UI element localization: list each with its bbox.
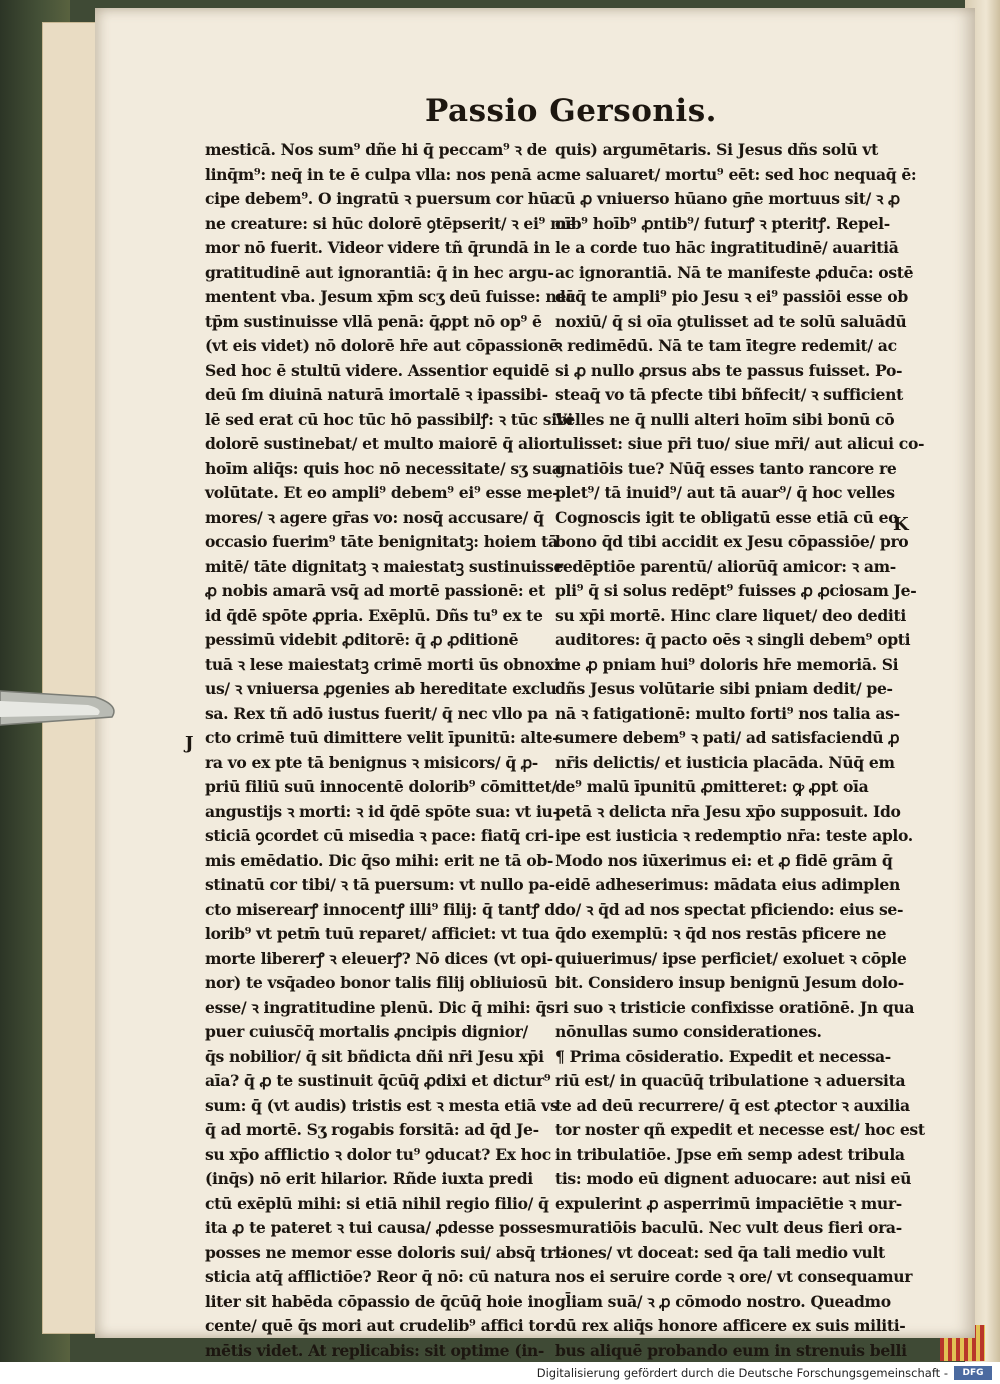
text-line: tor noster qñ expedit et necesse est/ hoc est — [555, 1120, 925, 1139]
text-line: nōnullas sumo considerationes. — [555, 1022, 822, 1041]
text-column-right — [555, 138, 925, 1360]
text-line: quiuerimus/ ipse perficiet/ exoluet ꝛ cōple — [555, 948, 907, 968]
text-line: ctū exēplū mihi: si etiā nihil regio filio/ q̄ — [205, 1193, 549, 1213]
text-line: ꝛ redimēdū. Nā te tam ītegre redemit/ ac — [555, 336, 897, 355]
text-line: muratiōis baculū. Nec vult deus fieri ora- — [555, 1218, 902, 1237]
text-line: deū ſm diuinā naturā imortalē ꝛ ipassibi- — [205, 385, 548, 404]
text-line: Modo nos iūxerimus ei: et ꝓ fidē grām q̄ — [555, 850, 893, 870]
text-line: mor nō fuerit. Videor videre tñ q̄rundā in — [205, 238, 550, 257]
text-line: cipe debem⁹. O ingratū ꝛ puersum cor hūa — [205, 189, 560, 208]
text-line: sticiā ꝯcordet cū misedia ꝛ pace: fiatq̄ cri- — [205, 826, 554, 845]
text-line: mesticā. Nos sum⁹ dñe hi q̄ peccam⁹ ꝛ de — [205, 140, 547, 159]
text-line: liter sit habēda cōpassio de q̄cūq̄ hoie ino — [205, 1291, 555, 1311]
dfg-logo-icon: DFG — [954, 1366, 992, 1380]
text-line: mitē/ tāte dignitatꝫ ꝛ maiestatꝫ sustinuisse — [205, 556, 564, 576]
text-line: posses ne memor esse doloris sui/ absq̄ tri- — [205, 1242, 567, 1262]
text-column-left — [205, 138, 576, 1360]
text-line: q̄do exemplū: ꝛ q̄d nos restās pficere ne — [555, 924, 887, 943]
text-line: me saluaret/ mortu⁹ eēt: sed hoc nequaq̄ ē: — [555, 164, 917, 184]
text-line: aīa? q̄ ꝓ te sustinuit q̄cūq̄ ꝓdixi et dictur⁹ — [205, 1071, 551, 1090]
text-line: in tribulatiōe. Jpse em̄ semp adest tribula — [555, 1144, 905, 1164]
text-line: quis) argumētaris. Si Jesus dñs solū vt — [555, 140, 878, 159]
text-line: dolorē sustinebat/ et multo maiorē q̄ alior — [205, 434, 557, 453]
text-line: tuā ꝛ lese maiestatꝫ crimē morti ūs obnoxi — [205, 654, 560, 674]
text-line: esse/ ꝛ ingratitudine plenū. Dic q̄ mihi: q̄s — [205, 997, 555, 1017]
text-line: ne creature: si hūc dolorē ꝯtēpserit/ ꝛ ei⁹ me — [205, 213, 576, 233]
text-line: id q̄dē spōte ꝓpria. Exēplū. Dñs tu⁹ ex te — [205, 605, 543, 625]
text-line: nā ꝛ fatigationē: multo forti⁹ nos talia as- — [555, 703, 900, 723]
text-line: q̄s nobilior/ q̄ sit bñdicta dñi nr̄i Jesu xp̄i — [205, 1046, 544, 1066]
text-line: auditores: q̄ pacto oēs ꝛ singli debem⁹ opti — [555, 630, 911, 649]
text-line: us/ ꝛ vniuersa ꝓgenies ab hereditate exclu — [205, 679, 557, 698]
text-line: nr̄is delictis/ et iusticia placāda. Nūq̄ em — [555, 752, 895, 772]
text-line: le a corde tuo hāc ingratitudinē/ auaritiā — [555, 238, 899, 257]
text-line: oīb⁹ hoīb⁹ ꝓntib⁹/ futurꝭ ꝛ pteritꝭ. Repel- — [555, 213, 890, 233]
text-line: de⁹ malū īpunitū ꝓmitteret: ꝙ ꝓpt oīa — [555, 777, 869, 796]
text-line: dū rex aliq̄s honore afficere ex suis militi- — [555, 1316, 906, 1335]
text-line: (vt eis videt) nō dolorē hr̄e aut cōpassionē — [205, 336, 559, 355]
running-title: Passio Gersonis. — [425, 93, 717, 129]
text-line: Sed hoc ē stultū videre. Assentior equidē — [205, 360, 550, 380]
text-line: bono q̄d tibi accidit ex Jesu cōpassiōe/ pro — [555, 532, 909, 551]
text-line: cto miserearꝭ innocentꝭ illi⁹ filij: q̄ tantꝭ do — [205, 899, 565, 919]
text-line: mores/ ꝛ agere gr̄as vo: nosq̄ accusare/ q̄ — [205, 507, 544, 527]
page-clip-icon — [0, 683, 120, 733]
text-line: lē sed erat cū hoc tūc hō passibilꝭ: ꝛ tūc sibi — [205, 409, 573, 429]
text-line: su xp̄o afflictio ꝛ dolor tu⁹ ꝯducat? Ex hoc — [205, 1144, 551, 1164]
text-line: cto crimē tuū dimittere velit īpunitū: alte- — [205, 728, 559, 747]
text-line: plet⁹/ tā inuid⁹/ aut tā auar⁹/ q̄ hoc velles — [555, 483, 895, 502]
text-line: lorib⁹ vt petm̄ tuū reparet/ afficiet: vt tua — [205, 924, 550, 943]
text-line: dāq̄ te ampli⁹ pio Jesu ꝛ ei⁹ passiōi esse ob — [555, 287, 908, 306]
text-line: gl̄iam suā/ ꝛ ꝓ cōmodo nostro. Queadmo — [555, 1291, 891, 1311]
text-line: cū ꝓ vniuerso hūano gn̄e mortuus sit/ ꝛ ꝓ — [555, 189, 900, 208]
text-line: hoīm aliq̄s: quis hoc nō necessitate/ sʒ sua — [205, 458, 562, 478]
text-line: volūtate. Et eo ampli⁹ debem⁹ ei⁹ esse me- — [205, 483, 559, 502]
footer-bar — [0, 1362, 1000, 1384]
text-line: te ad deū recurrere/ q̄ est ꝓtector ꝛ auxilia — [555, 1095, 910, 1115]
text-line: me ꝓ pniam hui⁹ doloris hr̄e memoriā. Si — [555, 654, 899, 674]
text-line: gratitudinē aut ignorantiā: q̄ in hec argu- — [205, 262, 554, 282]
text-line: steaq̄ vo tā pfecte tibi bñfecit/ ꝛ sufficient — [555, 385, 903, 404]
text-line: linq̄m⁹: neq̄ in te ē culpa vlla: nos penā ac — [205, 164, 556, 184]
text-line: sticia atq̄ afflictiōe? Reor q̄ nō: cū natura — [205, 1267, 551, 1286]
text-line: ¶ Prima cōsideratio. Expedit et necessa- — [555, 1046, 891, 1066]
text-line: tiones/ vt doceat: sed q̄a tali medio vult — [555, 1242, 885, 1262]
text-line: noxiū/ q̄ si oīa ꝯtulisset ad te solū saluādū — [555, 311, 907, 331]
text-line: q̄ ad mortē. Sʒ rogabis forsitā: ad q̄d Je- — [205, 1120, 539, 1139]
text-line: expulerint ꝓ asperrimū impaciētie ꝛ mur- — [555, 1193, 902, 1213]
footer-credit: Digitalisierung gefördert durch die Deutsche Forschungsgemeinschaft - — [536, 1366, 948, 1380]
text-line: ac ignorantiā. Nā te manifeste ꝓduc̄a: ostē — [555, 262, 914, 282]
text-line: si ꝓ nullo ꝓrsus abs te passus fuisset. Po- — [555, 360, 903, 380]
text-line: nor) te vsq̄adeo bonor talis filij obliuiosū — [205, 973, 548, 992]
text-line: Velles ne q̄ nulli alteri hoīm sibi bonū cō — [555, 409, 895, 429]
text-line: cente/ quē q̄s mori aut crudelib⁹ affici tor- — [205, 1316, 560, 1335]
text-line: pessimū videbit ꝓditorē: q̄ ꝓ ꝓditionē — [205, 630, 519, 649]
text-line: gnatiōis tue? Nūq̄ esses tanto rancore re — [555, 458, 897, 478]
margin-mark-right: K — [893, 514, 909, 535]
text-line: puer cuiusc̄q̄ mortalis ꝓncipis dignior/ — [205, 1022, 528, 1041]
text-line: bit. Considero insup benignū Jesum dolo- — [555, 973, 904, 992]
text-line: riū est/ in quacūq̄ tribulatione ꝛ aduersita — [555, 1071, 906, 1090]
text-line: mentent vba. Jesum xp̄m scʒ deū fuisse: nec — [205, 287, 576, 306]
text-line: eidē adheserimus: mādata eius adimplen — [555, 875, 900, 894]
text-line: stinatū cor tibi/ ꝛ tā puersum: vt nullo pa- — [205, 875, 555, 894]
text-line: ri suo ꝛ tristicie confixisse oratiōnē. Jn qua — [555, 997, 915, 1017]
text-line: morte libererꝭ ꝛ eleuerꝭ? Nō dices (vt opi- — [205, 948, 553, 968]
text-line: sumere debem⁹ ꝛ pati/ ad satisfaciendū ꝓ — [555, 728, 900, 747]
text-line: su xp̄i mortē. Hinc clare liquet/ deo dediti — [555, 605, 906, 625]
text-line: tulisset: siue pr̄i tuo/ siue mr̄i/ aut alicui co- — [555, 434, 925, 453]
text-line: sum: q̄ (vt audis) tristis est ꝛ mesta etiā vs — [205, 1095, 559, 1115]
text-line: ita ꝓ te pateret ꝛ tui causa/ ꝓdesse posses: — [205, 1218, 561, 1237]
text-line: priū filiū suū innocentē dolorib⁹ cōmittet/ — [205, 777, 557, 796]
text-line: dñs Jesus volūtarie sibi pniam dedit/ pe- — [555, 679, 893, 698]
text-line: mētis videt. At replicabis: sit optime (in- — [205, 1340, 545, 1360]
text-line: redēptiōe parentū/ aliorūq̄ amicor: ꝛ am- — [555, 556, 896, 576]
text-line: pli⁹ q̄ si solus redēpt⁹ fuisses ꝓ ꝓciosam Je- — [555, 581, 917, 600]
text-line: (inq̄s) nō erit hilarior. Rñde iuxta predi — [205, 1169, 533, 1188]
text-line: occasio fuerim⁹ tāte benignitatꝫ: hoiem tā — [205, 532, 558, 551]
margin-mark-left: J — [185, 733, 194, 754]
text-line: do/ ꝛ q̄d ad nos spectat pficiendo: eius se- — [555, 899, 904, 919]
text-line: ꝓ nobis amarā vsq̄ ad mortē passionē: et — [205, 581, 545, 600]
text-line: Cognoscis igit te obligatū esse etiā cū eo — [555, 507, 899, 527]
text-line: sa. Rex tñ adō iustus fuerit/ q̄ nec vllo pa — [205, 703, 548, 723]
text-line: mis emēdatio. Dic q̄so mihi: erit ne tā ob- — [205, 850, 554, 870]
text-line: nos ei seruire corde ꝛ ore/ vt consequamur — [555, 1267, 913, 1286]
text-line: angustijs ꝛ morti: ꝛ id q̄dē spōte sua: vt iu- — [205, 801, 559, 821]
text-line: bus aliquē probando eum in strenuis belli — [555, 1340, 907, 1360]
text-line: tp̄m sustinuisse vllā penā: q̄ꝓpt nō op⁹ ē — [205, 311, 542, 331]
text-line: ra vo ex pte tā benignus ꝛ misicors/ q̄ ꝓ- — [205, 752, 538, 772]
text-line: tis: modo eū dignent aduocare: aut nisi eū — [555, 1169, 912, 1188]
text-line: ipe est iusticia ꝛ redemptio nr̄a: teste aplo. — [555, 826, 913, 845]
text-line: petā ꝛ delicta nr̄a Jesu xp̄o supposuit. Ido — [555, 801, 901, 821]
